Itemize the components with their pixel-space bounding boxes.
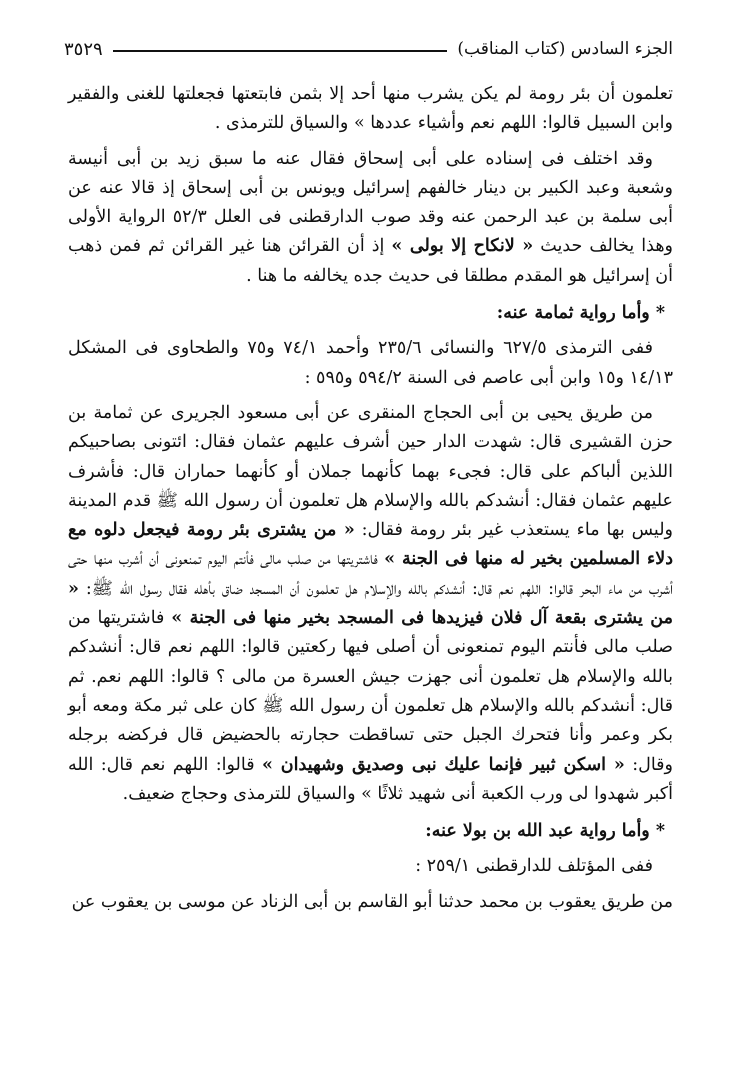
page-number: ٣٥٢٩	[64, 38, 103, 60]
paragraph-2	[68, 145, 673, 291]
paragraph-4-text-c: فاشتريتها من صلب مالى فأنتم اليوم تمنعونى أن أصلى فيها ركعتين قالوا: اللهم نعم قال: أنشدكم بالله والإسلام هل تعلمون أنى جهزت جيش العسرة من مالى ؟ قالوا: اللهم نعم. ثم قال: أنشدكم بالله والإسلام هل تعلمون أن رسول الله ﷺ كان على ثبر مكة ومعه أبو بكر وعمر وأنا فتحرك الجبل حتى تساقطت حجارته بالحضيض قال فركضه برجله وقال:	[68, 608, 673, 775]
paragraph-6: من طريق يعقوب بن محمد حدثنا أبو القاسم بن أبى الزناد عن موسى بن يعقوب عن	[71, 891, 673, 912]
header-rule	[113, 50, 448, 52]
paragraph-4-text-b: فاشتريتها من صلب مالى فأنتم اليوم تمنعونى أن أشرب منها حتى أشرب من ماء البحر قالوا: اللهم نعم قال: أنشدكم بالله والإسلام هل تعلمون أن المسجد ضاق بأهله فقال رسول الله ﷺ:	[68, 549, 673, 599]
running-header	[64, 34, 673, 64]
paragraph-2-text-a: وقد اختلف فى إسناده على أبى إسحاق فقال عنه ما سبق زيد بن أبى أنيسة وشعبة وعبد الكبير بن دينار خالفهم إسرائيل ويونس بن أبى إسحاق إذ قالا عنه عن أبى سلمة بن عبد الرحمن عنه وقد صوب الدارقطنى فى العلل ٥٢/٣ الرواية الأولى وهذا يخالف حديث	[68, 148, 674, 257]
paragraph-5: ففى المؤتلف للدارقطنى ٢٥٩/١ :	[415, 856, 653, 877]
paragraph-2-text-b: إذ أن القرائن هنا غير القرائن ثم فمن ذهب أن إسرائيل هو المقدم مطلقا فى حديث جده يخالفه ما هنا .	[68, 236, 673, 286]
paragraph-3: ففى الترمذى ٦٢٧/٥ والنسائى ٢٣٥/٦ وأحمد ٧٤/١ و٧٥ والطحاوى فى المشكل ١٤/١٣ و١٥ وابن أبى عاصم فى السنة ٥٩٤/٢ و٥٩٥ :	[68, 338, 673, 388]
section-heading-abdullah: * وأما رواية عبد الله بن بولا عنه:	[425, 821, 665, 842]
page-body	[68, 80, 673, 917]
header-title: الجزء السادس (كتاب المناقب)	[457, 39, 673, 59]
paragraph-4	[68, 399, 673, 809]
paragraph-1: تعلمون أن بئر رومة لم يكن يشرب منها أحد إلا بثمن فابتعتها فجعلتها للغنى والفقير وابن السبيل قالوا: اللهم نعم وأشياء عددها » والسياق للترمذى .	[68, 84, 673, 134]
paragraph-4-text-a: من طريق يحيى بن أبى الحجاج المنقرى عن أبى مسعود الجريرى عن ثمامة بن حزن القشيرى قال: شهدت الدار حين أشرف عليهم عثمان فقال: ائتونى بصاحبيكم اللذين ألباكم على قال: فجىء بهما كأنهما جملان أو كأنهما حماران قال: فأشرف عليهم عثمان فقال: أنشدكم بالله والإسلام هل تعلمون أن رسول الله ﷺ قدم المدينة وليس بها ماء يستعذب غير بئر رومة فقال:	[68, 402, 673, 541]
hadith-quote-1: « لانكاح إلا بولى »	[391, 236, 534, 257]
hadith-quote-3: « من يشترى بقعة آل فلان فيزيدها فى المسجد بخير منها فى الجنة »	[68, 578, 673, 629]
hadith-quote-4: « اسكن ثبير فإنما عليك نبى وصديق وشهيدان »	[261, 754, 625, 775]
section-heading-thumama: * وأما رواية ثمامة عنه:	[496, 303, 665, 324]
paragraph-4-text-d: قالوا: اللهم نعم قال: الله أكبر شهدوا لى ورب الكعبة أنى شهيد ثلاثًا » والسياق للترمذى وحجاج ضعيف.	[68, 754, 673, 804]
hadith-quote-2: « من يشترى بئر رومة فيجعل دلوه مع دلاء المسلمين بخير له منها فى الجنة »	[68, 520, 673, 570]
